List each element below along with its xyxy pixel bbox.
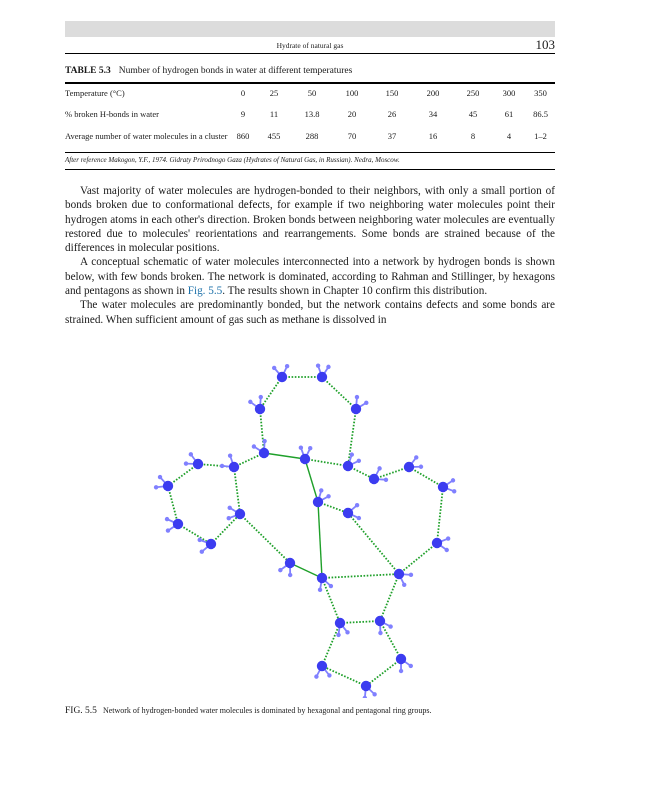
table-cell: 250: [466, 88, 480, 98]
table-top-rule: [65, 82, 555, 84]
row-label: Average number of water molecules in a cluster: [65, 131, 228, 141]
figure-link[interactable]: Fig. 5.5: [187, 285, 223, 298]
table-cell: 86.5: [533, 109, 548, 119]
water-molecule: [272, 364, 289, 382]
table-cell: 70: [347, 131, 357, 141]
table-cell: 860: [236, 131, 250, 141]
header-rule: [65, 53, 555, 54]
table-cell: 288: [305, 131, 319, 141]
hydrogen-bond: [260, 409, 264, 453]
figure-label: FIG. 5.5: [65, 706, 97, 716]
figure-caption: [65, 706, 432, 716]
hydrogen-bond: [399, 543, 437, 574]
table-cell: 50: [307, 88, 317, 98]
hydrogen-bond: [305, 459, 348, 466]
body-text: [65, 184, 555, 327]
water-molecule: [165, 517, 183, 533]
water-molecule: [314, 661, 331, 679]
running-head: Hydrate of natural gas: [276, 41, 344, 50]
hydrogen-bond: [318, 502, 322, 578]
water-molecule: [396, 654, 413, 673]
water-molecule: [154, 475, 173, 491]
water-molecule: [375, 616, 393, 635]
table-cell: 200: [426, 88, 440, 98]
table-bottom-rule: [65, 152, 555, 153]
water-molecule: [432, 536, 451, 552]
table-cell: 34: [428, 109, 438, 119]
row-label: Temperature (°C): [65, 88, 125, 98]
water-molecule: [351, 395, 369, 414]
hydrogen-bond: [211, 514, 240, 544]
water-molecule: [184, 452, 203, 469]
water-molecule: [248, 395, 265, 414]
paragraph: Vast majority of water molecules are hydrogen-bonded to their neighbors, with only a small portion of bonds broken due to conformational defects, for example if two neighboring water molecules point their hydrogen atoms in each other's direction. Broken bonds between neighboring water molecules are eventually restored due to molecules' reorientations and rearrangements. Some bonds are strained because of the differences in molecular positions.: [65, 185, 555, 255]
table-caption: [65, 66, 352, 76]
table-cell: 0: [240, 88, 246, 98]
water-molecule: [343, 452, 361, 471]
hydrogen-bond: [260, 377, 282, 409]
water-molecule: [252, 439, 269, 458]
hydrogen-bond: [409, 467, 443, 487]
hydrogen-bond: [240, 514, 290, 563]
water-molecule: [335, 618, 350, 637]
table-cell: 8: [470, 131, 476, 141]
table-cell: 61: [504, 109, 514, 119]
table-end-rule: [65, 169, 555, 170]
table-cell: 45: [468, 109, 478, 119]
header-bar: [65, 21, 555, 37]
table-source: After reference Makogon, Y.F., 1974. Gidraty Prirodnogo Gaza (Hydrates of Natural Gas, in Russian). Nedra, Moscow.: [65, 156, 400, 164]
hydrogen-bond: [234, 467, 240, 514]
water-molecule: [438, 478, 457, 493]
table-row: [65, 86, 555, 105]
water-molecule: [343, 503, 361, 520]
table-cell: 16: [428, 131, 438, 141]
hydrogen-bond: [322, 623, 340, 666]
table-cell: 350: [534, 88, 547, 98]
table-cell: 13.8: [304, 109, 320, 119]
hydrogen-bond: [348, 409, 356, 466]
figure-caption-text: Network of hydrogen-bonded water molecules is dominated by hexagonal and pentagonal ring groups.: [102, 706, 432, 715]
water-molecule: [316, 363, 331, 382]
table-cell: 37: [387, 131, 397, 141]
hydrogen-bond: [322, 377, 356, 409]
page-number: 103: [535, 37, 555, 52]
hydrogen-bond: [168, 486, 178, 524]
table-row: [65, 105, 555, 126]
water-network-figure: [145, 358, 485, 698]
table-row: [65, 126, 555, 142]
hydrogen-bond: [437, 487, 443, 543]
table-cell: 455: [267, 131, 281, 141]
table-cell: 25: [269, 88, 279, 98]
water-molecule: [299, 446, 313, 465]
hydrogen-bond: [348, 513, 399, 574]
water-molecule: [278, 558, 295, 577]
table-cell: 9: [240, 109, 246, 119]
table-cell: 20: [347, 109, 357, 119]
water-molecule: [317, 573, 333, 592]
table-cell: 150: [385, 88, 399, 98]
paragraph: A conceptual schematic of water molecules interconnected into a network by hydrogen bonds is shown below, with few bonds broken. The network is dominated, according to Rahman and Stillinger, by hexagons and pentagons as shown in Fig. 5.5. The results shown in Chapter 10 confirm this distribution.: [65, 256, 555, 298]
table-cell: 11: [269, 109, 279, 119]
water-molecule: [361, 681, 377, 698]
paragraph: The water molecules are predominantly bonded, but the network contains defects and some bonds are strained. When sufficient amount of gas such as methane is dissolved in: [65, 299, 555, 326]
hydrogen-bond: [366, 659, 401, 686]
water-molecule: [369, 466, 388, 484]
hydrogen-bond: [322, 574, 399, 578]
water-molecule: [220, 453, 239, 472]
table-cell: 300: [502, 88, 516, 98]
water-molecule: [394, 569, 413, 587]
hydrogen-bonds: [168, 377, 443, 686]
hydrogen-bond: [305, 459, 318, 502]
water-molecules: [154, 363, 457, 698]
hydrogen-bond: [340, 621, 380, 623]
table-cell: 4: [506, 131, 512, 141]
hydrogen-bonds-table: [65, 86, 555, 142]
water-molecule: [404, 455, 423, 472]
hydrogen-bond: [178, 524, 211, 544]
water-molecule: [313, 488, 331, 507]
hydrogen-bond: [168, 464, 198, 486]
table-cell: 100: [345, 88, 359, 98]
table-label: TABLE 5.3: [65, 66, 111, 76]
row-label: % broken H-bonds in water: [65, 109, 159, 119]
table-cell: 26: [387, 109, 397, 119]
hydrogen-bond: [380, 574, 399, 621]
table-cell: 1–2: [534, 131, 547, 141]
water-molecule: [198, 538, 217, 554]
hydrogen-bond: [290, 563, 322, 578]
table-title: Number of hydrogen bonds in water at different temperatures: [118, 66, 353, 76]
hydrogen-bond: [264, 453, 305, 459]
